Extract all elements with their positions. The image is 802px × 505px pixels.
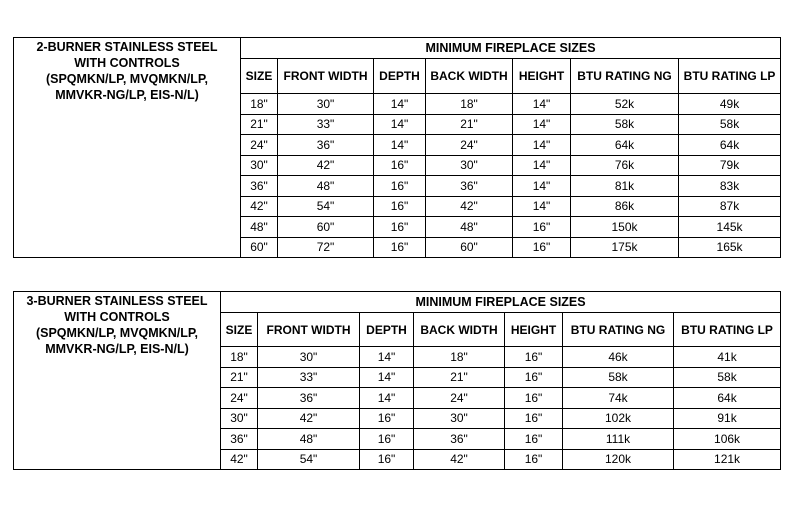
cell-front-width: 30": [278, 94, 374, 115]
cell-height: 16": [513, 237, 571, 258]
cell-size: 30": [221, 408, 258, 429]
cell-depth: 14": [374, 114, 426, 135]
cell-height: 14": [513, 196, 571, 217]
cell-height: 14": [513, 94, 571, 115]
cell-height: 14": [513, 114, 571, 135]
cell-btu-lp: 87k: [679, 196, 781, 217]
cell-depth: 14": [374, 135, 426, 156]
column-header-height: HEIGHT: [513, 59, 571, 94]
cell-depth: 16": [374, 155, 426, 176]
column-header-size: SIZE: [241, 59, 278, 94]
product-line: MMVKR-NG/LP, EIS-N/L): [55, 88, 199, 102]
column-header-btu-lp: BTU RATING LP: [679, 59, 781, 94]
cell-btu-ng: 120k: [563, 449, 674, 470]
cell-depth: 14": [360, 388, 414, 409]
cell-back-width: 18": [414, 347, 505, 368]
cell-size: 21": [221, 367, 258, 388]
product-description: [14, 38, 241, 258]
cell-size: 24": [221, 388, 258, 409]
cell-btu-lp: 79k: [679, 155, 781, 176]
cell-btu-ng: 58k: [563, 367, 674, 388]
cell-btu-ng: 76k: [571, 155, 679, 176]
cell-front-width: 48": [278, 176, 374, 197]
fireplace-size-table-3-burner: [13, 291, 781, 470]
product-line: WITH CONTROLS: [64, 310, 170, 324]
cell-size: 18": [241, 94, 278, 115]
cell-size: 24": [241, 135, 278, 156]
product-line: WITH CONTROLS: [74, 56, 180, 70]
column-header-size: SIZE: [221, 313, 258, 347]
column-header-btu-ng: BTU RATING NG: [563, 313, 674, 347]
cell-btu-lp: 49k: [679, 94, 781, 115]
table-body: [14, 38, 781, 258]
cell-btu-lp: 165k: [679, 237, 781, 258]
cell-size: 36": [241, 176, 278, 197]
table-title-row: [14, 292, 781, 313]
cell-btu-ng: 175k: [571, 237, 679, 258]
cell-height: 14": [513, 155, 571, 176]
product-line: 2-BURNER STAINLESS STEEL: [36, 40, 218, 54]
cell-depth: 14": [360, 347, 414, 368]
cell-btu-ng: 64k: [571, 135, 679, 156]
cell-back-width: 60": [426, 237, 513, 258]
cell-btu-lp: 58k: [679, 114, 781, 135]
cell-front-width: 42": [258, 408, 360, 429]
cell-depth: 16": [360, 449, 414, 470]
cell-btu-ng: 86k: [571, 196, 679, 217]
cell-btu-lp: 83k: [679, 176, 781, 197]
cell-front-width: 36": [258, 388, 360, 409]
product-line: 3-BURNER STAINLESS STEEL: [26, 294, 208, 308]
column-header-height: HEIGHT: [505, 313, 563, 347]
cell-btu-lp: 58k: [674, 367, 781, 388]
cell-size: 48": [241, 217, 278, 238]
cell-height: 14": [513, 176, 571, 197]
cell-back-width: 42": [426, 196, 513, 217]
cell-btu-lp: 145k: [679, 217, 781, 238]
cell-size: 60": [241, 237, 278, 258]
cell-btu-lp: 41k: [674, 347, 781, 368]
cell-depth: 14": [360, 367, 414, 388]
cell-depth: 16": [374, 237, 426, 258]
cell-btu-ng: 81k: [571, 176, 679, 197]
cell-front-width: 42": [278, 155, 374, 176]
cell-depth: 16": [374, 217, 426, 238]
column-header-front-width: FRONT WIDTH: [278, 59, 374, 94]
cell-back-width: 24": [426, 135, 513, 156]
cell-back-width: 30": [414, 408, 505, 429]
cell-height: 16": [505, 388, 563, 409]
cell-depth: 16": [374, 176, 426, 197]
cell-front-width: 36": [278, 135, 374, 156]
cell-size: 21": [241, 114, 278, 135]
cell-back-width: 30": [426, 155, 513, 176]
column-header-btu-ng: BTU RATING NG: [571, 59, 679, 94]
cell-size: 42": [241, 196, 278, 217]
cell-front-width: 60": [278, 217, 374, 238]
cell-size: 18": [221, 347, 258, 368]
cell-depth: 16": [360, 429, 414, 450]
cell-height: 16": [505, 347, 563, 368]
column-header-back-width: BACK WIDTH: [414, 313, 505, 347]
cell-btu-lp: 121k: [674, 449, 781, 470]
cell-depth: 14": [374, 94, 426, 115]
cell-height: 16": [505, 367, 563, 388]
cell-btu-ng: 74k: [563, 388, 674, 409]
cell-back-width: 18": [426, 94, 513, 115]
table-body: [14, 292, 781, 470]
cell-back-width: 21": [426, 114, 513, 135]
cell-btu-ng: 46k: [563, 347, 674, 368]
product-line: (SPQMKN/LP, MVQMKN/LP,: [35, 326, 199, 340]
cell-size: 42": [221, 449, 258, 470]
cell-btu-lp: 64k: [674, 388, 781, 409]
cell-height: 16": [505, 408, 563, 429]
cell-btu-ng: 52k: [571, 94, 679, 115]
column-header-back-width: BACK WIDTH: [426, 59, 513, 94]
column-header-depth: DEPTH: [374, 59, 426, 94]
cell-btu-lp: 106k: [674, 429, 781, 450]
cell-front-width: 72": [278, 237, 374, 258]
cell-back-width: 42": [414, 449, 505, 470]
cell-btu-ng: 150k: [571, 217, 679, 238]
cell-btu-ng: 111k: [563, 429, 674, 450]
cell-height: 14": [513, 135, 571, 156]
product-line: (SPQMKN/LP, MVQMKN/LP,: [45, 72, 209, 86]
cell-btu-lp: 91k: [674, 408, 781, 429]
cell-depth: 16": [374, 196, 426, 217]
cell-back-width: 21": [414, 367, 505, 388]
cell-size: 36": [221, 429, 258, 450]
cell-front-width: 33": [258, 367, 360, 388]
cell-front-width: 54": [258, 449, 360, 470]
cell-height: 16": [505, 429, 563, 450]
cell-back-width: 24": [414, 388, 505, 409]
column-header-front-width: FRONT WIDTH: [258, 313, 360, 347]
cell-height: 16": [505, 449, 563, 470]
column-header-btu-lp: BTU RATING LP: [674, 313, 781, 347]
cell-depth: 16": [360, 408, 414, 429]
section-title: MINIMUM FIREPLACE SIZES: [241, 38, 781, 59]
cell-front-width: 33": [278, 114, 374, 135]
section-title: MINIMUM FIREPLACE SIZES: [221, 292, 781, 313]
cell-btu-lp: 64k: [679, 135, 781, 156]
cell-size: 30": [241, 155, 278, 176]
cell-front-width: 54": [278, 196, 374, 217]
cell-back-width: 36": [414, 429, 505, 450]
cell-back-width: 36": [426, 176, 513, 197]
cell-back-width: 48": [426, 217, 513, 238]
cell-btu-ng: 58k: [571, 114, 679, 135]
cell-btu-ng: 102k: [563, 408, 674, 429]
product-description: [14, 292, 221, 470]
table-title-row: [14, 38, 781, 59]
product-line: MMVKR-NG/LP, EIS-N/L): [45, 342, 189, 356]
column-header-depth: DEPTH: [360, 313, 414, 347]
cell-front-width: 30": [258, 347, 360, 368]
cell-front-width: 48": [258, 429, 360, 450]
cell-height: 16": [513, 217, 571, 238]
fireplace-size-table-2-burner: [13, 37, 781, 258]
